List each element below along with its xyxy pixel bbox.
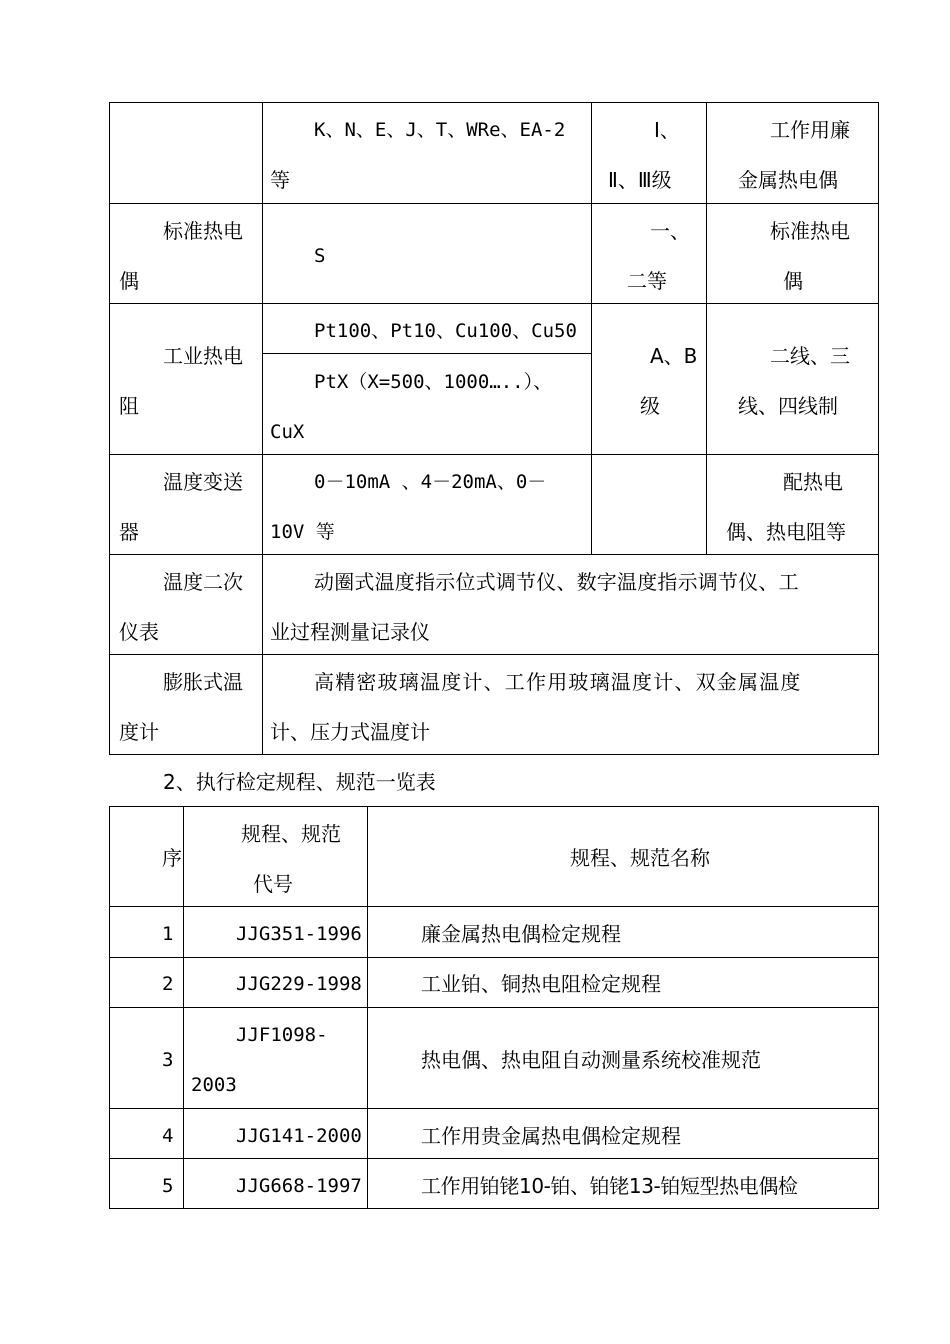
table-border bbox=[109, 654, 879, 655]
cell-merged: 业过程测量记录仪 bbox=[270, 620, 430, 644]
cell-category: 仪表 bbox=[119, 620, 159, 644]
cell-category: 膨胀式温 bbox=[163, 670, 243, 694]
table-border bbox=[109, 1158, 879, 1159]
cell-category: 工业热电 bbox=[163, 344, 243, 368]
cell-grade: 一、 bbox=[650, 219, 690, 243]
cell-grade: 级 bbox=[640, 394, 660, 418]
table-border bbox=[109, 554, 879, 555]
header-code: 代号 bbox=[253, 872, 293, 896]
cell-category: 偶 bbox=[119, 269, 139, 293]
cell-note: 二线、三 bbox=[770, 344, 850, 368]
row-name: 廉金属热电偶检定规程 bbox=[421, 922, 621, 946]
cell-merged: 计、压力式温度计 bbox=[270, 720, 430, 744]
table-border bbox=[109, 203, 879, 204]
row-seq: 2 bbox=[162, 973, 174, 995]
table-border bbox=[367, 806, 368, 1209]
table-border bbox=[262, 102, 263, 755]
cell-types: 等 bbox=[270, 168, 290, 192]
row-code: JJG668-1997 bbox=[236, 1175, 362, 1197]
table-border bbox=[262, 353, 591, 354]
cell-merged: 动圈式温度指示位式调节仪、数字温度指示调节仪、工 bbox=[314, 570, 799, 594]
row-seq: 3 bbox=[162, 1049, 174, 1071]
table-border bbox=[109, 303, 879, 304]
row-code: JJF1098- bbox=[236, 1024, 328, 1046]
table-border bbox=[591, 102, 592, 555]
cell-note: 标准热电 bbox=[770, 219, 850, 243]
table-border bbox=[878, 806, 879, 1209]
table-border bbox=[109, 806, 879, 807]
row-name: 工业铂、铜热电阻检定规程 bbox=[421, 972, 661, 996]
header-code: 规程、规范 bbox=[241, 822, 341, 846]
table-border bbox=[109, 454, 879, 455]
table-border bbox=[109, 1007, 879, 1008]
row-seq: 4 bbox=[162, 1125, 174, 1147]
cell-note: 金属热电偶 bbox=[738, 168, 838, 192]
table-border bbox=[109, 754, 879, 755]
cell-note: 偶、热电阻等 bbox=[726, 520, 846, 544]
row-name: 热电偶、热电阻自动测量系统校准规范 bbox=[421, 1048, 761, 1072]
table-border bbox=[109, 906, 879, 907]
cell-types: 0－10mA 、4－20mA、0－ bbox=[314, 471, 547, 493]
cell-category: 度计 bbox=[119, 720, 159, 744]
table-border bbox=[878, 102, 879, 755]
table-border bbox=[109, 102, 879, 103]
cell-types: CuX bbox=[270, 421, 305, 443]
row-code: 2003 bbox=[191, 1074, 237, 1096]
row-code: JJG141-2000 bbox=[236, 1125, 362, 1147]
header-name: 规程、规范名称 bbox=[570, 846, 710, 870]
table-border bbox=[706, 102, 707, 555]
cell-note: 偶 bbox=[783, 269, 803, 293]
cell-grade: Ⅱ、Ⅲ级 bbox=[608, 168, 672, 192]
row-code: JJG351-1996 bbox=[236, 923, 362, 945]
cell-grade: A、B bbox=[650, 344, 698, 368]
row-seq: 1 bbox=[162, 923, 174, 945]
cell-types: PtX（X=500、1000…..）、 bbox=[314, 371, 553, 393]
cell-category: 阻 bbox=[119, 394, 139, 418]
cell-types: Pt100、Pt10、Cu100、Cu50 bbox=[314, 320, 577, 342]
cell-grade: 二等 bbox=[627, 269, 667, 293]
cell-category: 温度二次 bbox=[163, 570, 243, 594]
table-border bbox=[109, 1208, 879, 1209]
table-border bbox=[183, 806, 184, 1209]
cell-types: K、N、E、J、T、WRe、EA-2 bbox=[314, 119, 566, 141]
table-border bbox=[109, 102, 110, 755]
cell-note: 线、四线制 bbox=[738, 394, 838, 418]
cell-category: 标准热电 bbox=[163, 219, 243, 243]
table-border bbox=[109, 957, 879, 958]
row-name: 工作用铂铑10-铂、铂铑13-铂短型热电偶检 bbox=[421, 1174, 798, 1198]
cell-category: 温度变送 bbox=[163, 470, 243, 494]
cell-category: 器 bbox=[119, 520, 139, 544]
row-seq: 5 bbox=[162, 1175, 174, 1197]
row-code: JJG229-1998 bbox=[236, 973, 362, 995]
cell-grade: Ⅰ、 bbox=[654, 118, 680, 142]
cell-note: 配热电 bbox=[783, 470, 843, 494]
table-border bbox=[109, 806, 110, 1209]
table-border bbox=[109, 1108, 879, 1109]
cell-types: S bbox=[314, 245, 326, 267]
cell-types: 10V 等 bbox=[270, 521, 335, 543]
row-name: 工作用贵金属热电偶检定规程 bbox=[421, 1124, 681, 1148]
header-seq: 序 bbox=[162, 846, 182, 870]
cell-merged: 高精密玻璃温度计、工作用玻璃温度计、双金属温度 bbox=[314, 670, 802, 694]
cell-note: 工作用廉 bbox=[770, 118, 850, 142]
section-heading: 2、执行检定规程、规范一览表 bbox=[163, 770, 436, 794]
